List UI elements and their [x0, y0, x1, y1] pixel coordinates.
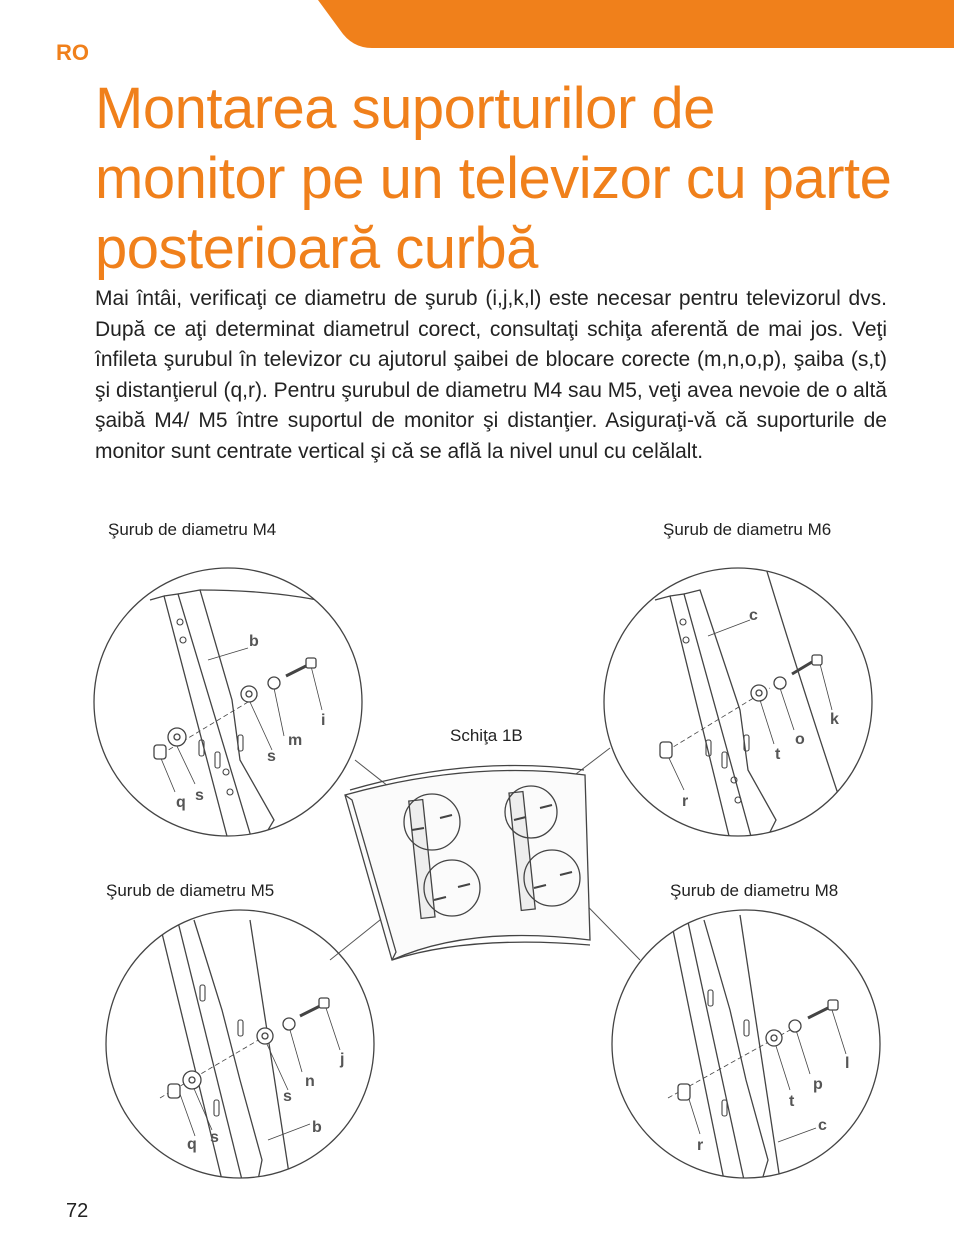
detail-m5 — [106, 910, 374, 1180]
svg-text:q: q — [176, 794, 186, 811]
svg-text:n: n — [305, 1073, 315, 1090]
svg-text:q: q — [187, 1136, 197, 1153]
tv-sketch — [345, 766, 590, 961]
caption-m6: Şurub de diametru M6 — [663, 520, 832, 539]
svg-text:s: s — [210, 1129, 219, 1146]
svg-text:b: b — [312, 1119, 322, 1136]
svg-text:l: l — [845, 1055, 850, 1072]
svg-text:i: i — [321, 712, 326, 729]
language-code: RO — [56, 40, 89, 65]
caption-m5: Şurub de diametru M5 — [106, 881, 275, 900]
svg-text:t: t — [789, 1093, 795, 1110]
svg-text:c: c — [749, 607, 758, 624]
caption-sketch: Schiţa 1B — [450, 726, 523, 745]
detail-m4 — [94, 568, 362, 840]
detail-m8 — [612, 910, 880, 1180]
svg-text:p: p — [813, 1076, 823, 1093]
page-number: 72 — [66, 1200, 89, 1222]
svg-text:t: t — [775, 746, 781, 763]
svg-text:r: r — [682, 793, 689, 810]
svg-text:s: s — [195, 787, 204, 804]
svg-text:s: s — [283, 1088, 292, 1105]
caption-m4: Şurub de diametru M4 — [108, 520, 277, 539]
svg-text:m: m — [288, 732, 303, 749]
page-title: Montarea suporturilor de monitor pe un televizor cu parte posterioară curbă — [95, 76, 892, 281]
svg-text:s: s — [267, 748, 276, 765]
svg-text:b: b — [249, 633, 259, 650]
svg-text:o: o — [795, 731, 805, 748]
caption-m8: Şurub de diametru M8 — [670, 881, 839, 900]
detail-m6 — [604, 565, 872, 840]
svg-text:k: k — [830, 711, 839, 728]
svg-text:c: c — [818, 1117, 827, 1134]
svg-text:j: j — [340, 1051, 345, 1068]
intro-paragraph: Mai întâi, verificaţi ce diametru de şurub (i,j,k,l) este necesar pentru televizorul dvs. După ce aţi determinat diametrul corect, consultaţi schiţa aferentă de mai jos. Veţi înfileta şurubul în televizor cu ajutorul şaibei de blocare corecte (m,n,o,p), şaiba (s,t) şi distanţierul (q,r). Pentru şurubul de diametru M4 sau M5, veţi avea nevoie de o altă şaibă M4/ M5 între suportul de monitor şi distanţier. Asiguraţi-vă că suporturile de monitor sunt centrate vertical şi că se află la nivel unul cu celălalt. — [95, 287, 887, 463]
svg-text:r: r — [697, 1137, 704, 1154]
